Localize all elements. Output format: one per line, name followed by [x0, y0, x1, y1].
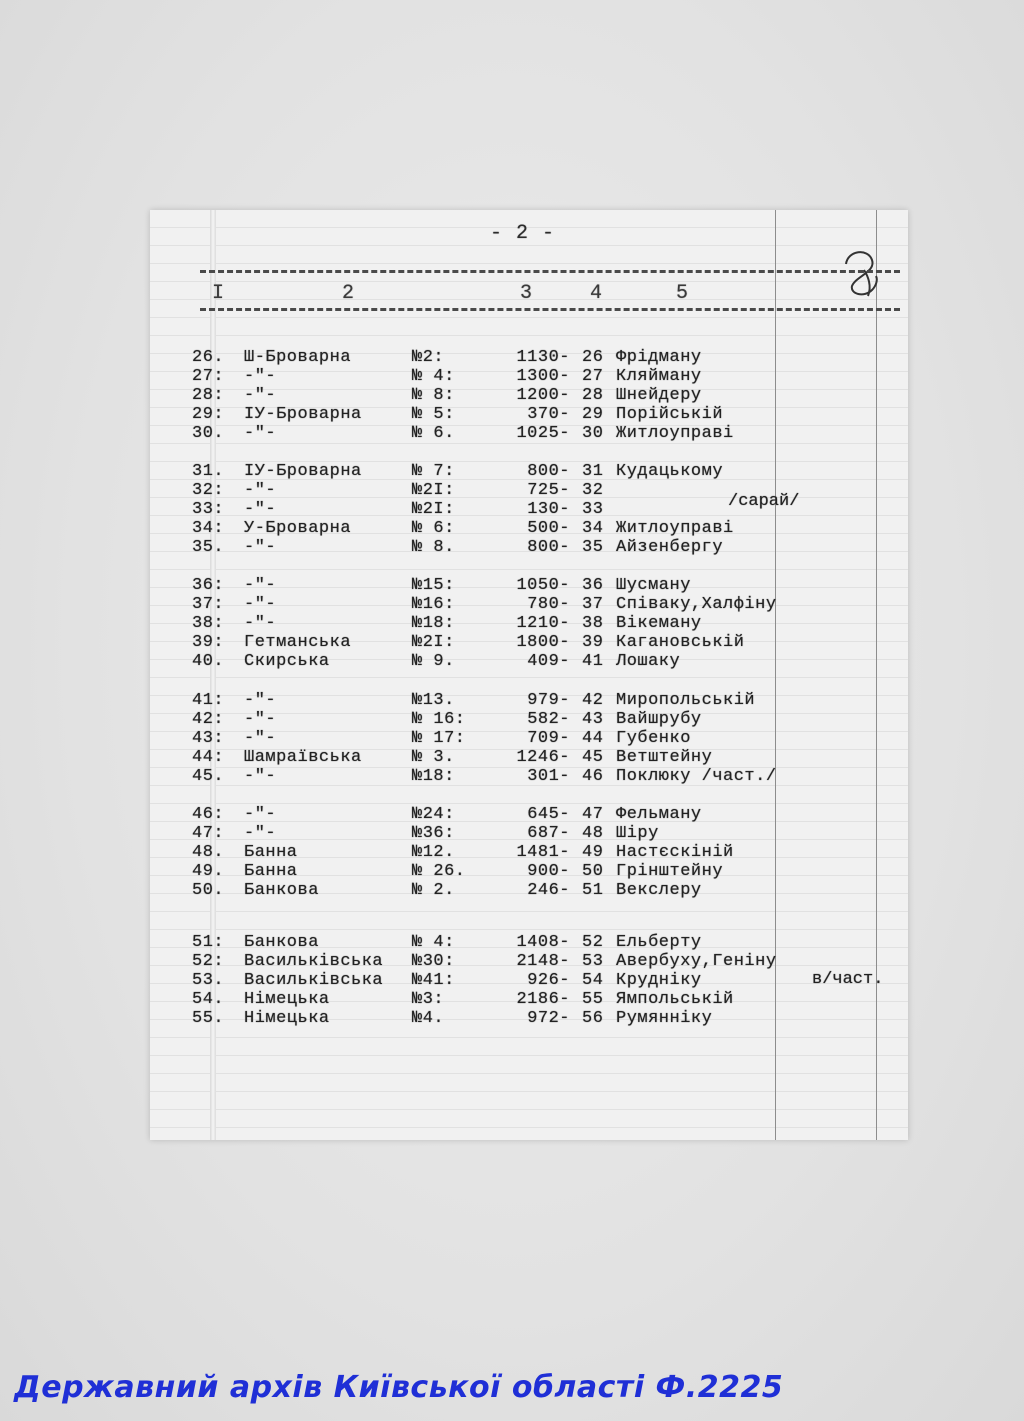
row-number: 35. — [192, 538, 225, 557]
row-place: -"- — [244, 824, 277, 843]
table-row — [150, 990, 908, 1010]
row-place: У-Броварна — [244, 519, 352, 538]
row-place: Німецька — [244, 1009, 330, 1028]
row-number: 32: — [192, 481, 225, 500]
row-order-number: 38 — [582, 614, 604, 633]
row-name: Кудацькому — [616, 462, 724, 481]
row-sum: 800- — [527, 462, 570, 481]
row-name: Векслеру — [616, 881, 702, 900]
row-name: Крудніку — [616, 971, 702, 990]
row-house-number: №18: — [412, 767, 455, 786]
row-number: 44: — [192, 748, 225, 767]
row-place: -"- — [244, 481, 277, 500]
table-row — [150, 729, 908, 749]
row-sum: 409- — [527, 652, 570, 671]
row-name: Авербуху,Геніну — [616, 952, 777, 971]
table-row — [150, 462, 908, 482]
row-name: Лошаку — [616, 652, 681, 671]
table-row — [150, 748, 908, 768]
row-number: 27: — [192, 367, 225, 386]
row-place: Васильківська — [244, 971, 384, 990]
row-house-number: № 5: — [412, 405, 455, 424]
row-number: 28: — [192, 386, 225, 405]
row-sum: 246- — [527, 881, 570, 900]
row-order-number: 31 — [582, 462, 604, 481]
header-rule-bottom — [200, 308, 900, 311]
row-place: IУ-Броварна — [244, 462, 362, 481]
row-number: 55. — [192, 1009, 225, 1028]
row-name: Кляйману — [616, 367, 702, 386]
row-sum: 926- — [527, 971, 570, 990]
row-sum: 1130- — [516, 348, 570, 367]
table-row — [150, 805, 908, 825]
row-name: Поклюку /част./ — [616, 767, 777, 786]
table-row — [150, 424, 908, 444]
row-house-number: №16: — [412, 595, 455, 614]
row-place: Банкова — [244, 881, 319, 900]
table-row — [150, 367, 908, 387]
table-row — [150, 614, 908, 634]
row-order-number: 30 — [582, 424, 604, 443]
row-order-number: 51 — [582, 881, 604, 900]
row-sum: 687- — [527, 824, 570, 843]
row-place: -"- — [244, 729, 277, 748]
row-house-number: №2I: — [412, 633, 455, 652]
row-number: 37: — [192, 595, 225, 614]
row-number: 29: — [192, 405, 225, 424]
row-number: 48. — [192, 843, 225, 862]
row-name: Настєскіній — [616, 843, 734, 862]
row-place: Васильківська — [244, 952, 384, 971]
row-place: -"- — [244, 767, 277, 786]
row-name: Ямпольській — [616, 990, 734, 1009]
row-house-number: № 6: — [412, 519, 455, 538]
col-header-4: 4 — [590, 282, 604, 305]
row-name: Ветштейну — [616, 748, 713, 767]
row-name: Житлоуправі — [616, 519, 734, 538]
row-number: 51: — [192, 933, 225, 952]
row-name: Фельману — [616, 805, 702, 824]
row-number: 34: — [192, 519, 225, 538]
row-sum: 1300- — [516, 367, 570, 386]
table-row — [150, 405, 908, 425]
row-place: -"- — [244, 424, 277, 443]
row-place: -"- — [244, 614, 277, 633]
row-order-number: 47 — [582, 805, 604, 824]
row-name: Вікеману — [616, 614, 702, 633]
row-place: -"- — [244, 386, 277, 405]
row-order-number: 44 — [582, 729, 604, 748]
row-sum: 800- — [527, 538, 570, 557]
row-house-number: № 8: — [412, 386, 455, 405]
row-order-number: 53 — [582, 952, 604, 971]
row-sum: 1200- — [516, 386, 570, 405]
row-house-number: №30: — [412, 952, 455, 971]
col-header-2: 2 — [342, 282, 356, 305]
row-house-number: № 2. — [412, 881, 455, 900]
row-order-number: 49 — [582, 843, 604, 862]
row-name: Шіру — [616, 824, 659, 843]
table-row — [150, 843, 908, 863]
table-row — [150, 633, 908, 653]
row-house-number: № 26. — [412, 862, 466, 881]
row-sum: 709- — [527, 729, 570, 748]
table-row — [150, 538, 908, 558]
row-sum: 370- — [527, 405, 570, 424]
row-order-number: 41 — [582, 652, 604, 671]
row-place: Банна — [244, 862, 298, 881]
side-note-saray: /сарай/ — [728, 492, 800, 511]
table-row — [150, 576, 908, 596]
row-number: 30. — [192, 424, 225, 443]
row-name: Вайшрубу — [616, 710, 702, 729]
row-sum: 1246- — [516, 748, 570, 767]
row-number: 33: — [192, 500, 225, 519]
row-name: Ельберту — [616, 933, 702, 952]
row-name: Фрідману — [616, 348, 702, 367]
row-house-number: №13. — [412, 691, 455, 710]
row-order-number: 29 — [582, 405, 604, 424]
row-name: Грінштейну — [616, 862, 724, 881]
row-number: 49. — [192, 862, 225, 881]
row-place: -"- — [244, 367, 277, 386]
row-name: Кагановській — [616, 633, 745, 652]
row-order-number: 56 — [582, 1009, 604, 1028]
row-name: Шнейдеру — [616, 386, 702, 405]
row-order-number: 27 — [582, 367, 604, 386]
table-row — [150, 652, 908, 672]
row-order-number: 48 — [582, 824, 604, 843]
row-house-number: № 9. — [412, 652, 455, 671]
row-house-number: №2: — [412, 348, 445, 367]
row-number: 40. — [192, 652, 225, 671]
row-house-number: №41: — [412, 971, 455, 990]
row-sum: 500- — [527, 519, 570, 538]
row-order-number: 50 — [582, 862, 604, 881]
row-sum: 2186- — [516, 990, 570, 1009]
col-header-1: I — [212, 282, 226, 305]
row-sum: 645- — [527, 805, 570, 824]
row-order-number: 39 — [582, 633, 604, 652]
row-house-number: №36: — [412, 824, 455, 843]
row-place: Шамраївська — [244, 748, 362, 767]
row-house-number: № 7: — [412, 462, 455, 481]
row-number: 43: — [192, 729, 225, 748]
row-number: 54. — [192, 990, 225, 1009]
table-row — [150, 933, 908, 953]
row-name: Губенко — [616, 729, 691, 748]
row-name: Житлоуправі — [616, 424, 734, 443]
row-name: Порійській — [616, 405, 724, 424]
row-sum: 1210- — [516, 614, 570, 633]
row-order-number: 36 — [582, 576, 604, 595]
row-place: -"- — [244, 576, 277, 595]
col-header-5: 5 — [676, 282, 690, 305]
row-sum: 979- — [527, 691, 570, 710]
table-row — [150, 971, 908, 991]
row-place: Німецька — [244, 990, 330, 1009]
row-place: Банкова — [244, 933, 319, 952]
table-row — [150, 862, 908, 882]
row-place: IУ-Броварна — [244, 405, 362, 424]
row-place: Гетманська — [244, 633, 352, 652]
row-place: -"- — [244, 595, 277, 614]
row-order-number: 43 — [582, 710, 604, 729]
row-order-number: 46 — [582, 767, 604, 786]
row-order-number: 37 — [582, 595, 604, 614]
row-number: 38: — [192, 614, 225, 633]
row-place: Банна — [244, 843, 298, 862]
row-order-number: 32 — [582, 481, 604, 500]
table-row — [150, 710, 908, 730]
row-sum: 1800- — [516, 633, 570, 652]
row-sum: 2148- — [516, 952, 570, 971]
table-row — [150, 691, 908, 711]
row-number: 42: — [192, 710, 225, 729]
row-house-number: №3: — [412, 990, 445, 1009]
row-house-number: №12. — [412, 843, 455, 862]
row-order-number: 26 — [582, 348, 604, 367]
row-place: -"- — [244, 805, 277, 824]
row-order-number: 54 — [582, 971, 604, 990]
row-sum: 301- — [527, 767, 570, 786]
row-house-number: №18: — [412, 614, 455, 633]
row-sum: 900- — [527, 862, 570, 881]
row-name: Співаку,Халфіну — [616, 595, 777, 614]
table-row — [150, 348, 908, 368]
row-number: 52: — [192, 952, 225, 971]
row-number: 36: — [192, 576, 225, 595]
row-number: 53. — [192, 971, 225, 990]
row-place: -"- — [244, 710, 277, 729]
row-house-number: № 4: — [412, 367, 455, 386]
table-row — [150, 519, 908, 539]
table-row — [150, 595, 908, 615]
row-number: 46: — [192, 805, 225, 824]
table-row — [150, 1009, 908, 1029]
row-house-number: № 3. — [412, 748, 455, 767]
row-sum: 1025- — [516, 424, 570, 443]
archive-footer: Державний архів Київської області Ф.2225 — [14, 1370, 784, 1405]
document-sheet — [150, 210, 908, 1140]
row-place: -"- — [244, 500, 277, 519]
row-number: 31. — [192, 462, 225, 481]
row-name: Айзенбергу — [616, 538, 724, 557]
table-row — [150, 386, 908, 406]
row-order-number: 42 — [582, 691, 604, 710]
row-place: Скирська — [244, 652, 330, 671]
row-number: 39: — [192, 633, 225, 652]
row-order-number: 33 — [582, 500, 604, 519]
row-number: 41: — [192, 691, 225, 710]
side-note-partial: в/част. — [812, 970, 884, 989]
row-house-number: №4. — [412, 1009, 445, 1028]
row-house-number: № 8. — [412, 538, 455, 557]
row-sum: 725- — [527, 481, 570, 500]
row-number: 45. — [192, 767, 225, 786]
row-house-number: № 16: — [412, 710, 466, 729]
row-house-number: № 17: — [412, 729, 466, 748]
row-order-number: 45 — [582, 748, 604, 767]
row-place: -"- — [244, 538, 277, 557]
row-house-number: №2I: — [412, 500, 455, 519]
row-sum: 1050- — [516, 576, 570, 595]
table-row — [150, 767, 908, 787]
row-place: Ш-Броварна — [244, 348, 352, 367]
table-row — [150, 824, 908, 844]
row-house-number: №2I: — [412, 481, 455, 500]
row-house-number: №24: — [412, 805, 455, 824]
row-sum: 780- — [527, 595, 570, 614]
col-header-3: 3 — [520, 282, 534, 305]
header-rule-top — [200, 270, 900, 273]
row-number: 26. — [192, 348, 225, 367]
row-order-number: 35 — [582, 538, 604, 557]
row-order-number: 52 — [582, 933, 604, 952]
handwritten-page-mark — [838, 246, 884, 302]
table-row — [150, 952, 908, 972]
row-sum: 1481- — [516, 843, 570, 862]
row-sum: 1408- — [516, 933, 570, 952]
row-order-number: 34 — [582, 519, 604, 538]
row-house-number: № 6. — [412, 424, 455, 443]
row-sum: 972- — [527, 1009, 570, 1028]
row-order-number: 55 — [582, 990, 604, 1009]
row-name: Миропольській — [616, 691, 756, 710]
row-number: 47: — [192, 824, 225, 843]
row-name: Шусману — [616, 576, 691, 595]
page-number: - 2 - — [490, 222, 556, 245]
table-row — [150, 881, 908, 901]
row-sum: 582- — [527, 710, 570, 729]
row-number: 50. — [192, 881, 225, 900]
row-name: Румянніку — [616, 1009, 713, 1028]
row-place: -"- — [244, 691, 277, 710]
row-order-number: 28 — [582, 386, 604, 405]
row-house-number: № 4: — [412, 933, 455, 952]
row-house-number: №15: — [412, 576, 455, 595]
row-sum: 130- — [527, 500, 570, 519]
